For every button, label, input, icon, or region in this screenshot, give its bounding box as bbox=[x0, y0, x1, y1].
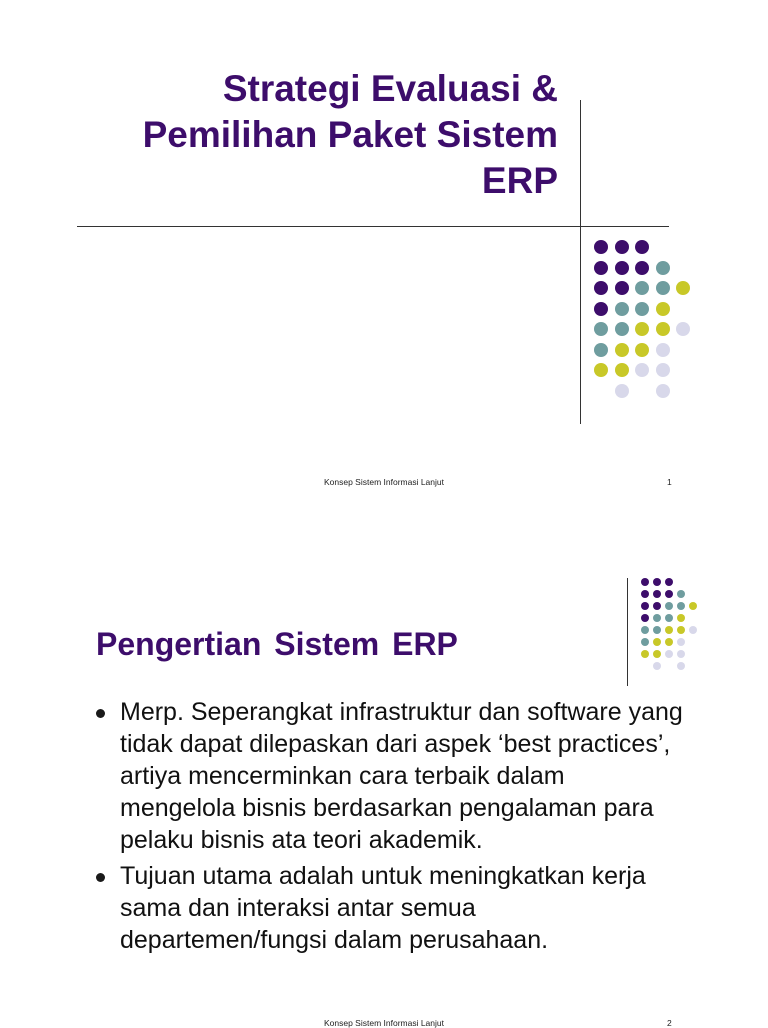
slide-1-page-number: 1 bbox=[667, 477, 672, 487]
slide-2-page-number: 2 bbox=[667, 1018, 672, 1028]
vertical-divider bbox=[580, 100, 581, 424]
vertical-divider bbox=[627, 578, 628, 686]
dot-decoration bbox=[653, 590, 661, 598]
dot-decoration bbox=[677, 626, 685, 634]
dot-decoration bbox=[665, 650, 673, 658]
dot-decoration bbox=[635, 363, 649, 377]
dot-decoration bbox=[689, 626, 697, 634]
bullet-text: Tujuan utama adalah untuk meningkatkan kerja sama dan interaksi antar semua departemen/fungsi dalam perusahaan. bbox=[120, 862, 646, 954]
dot-decoration bbox=[656, 261, 670, 275]
dot-decoration bbox=[635, 281, 649, 295]
dot-decoration bbox=[641, 638, 649, 646]
bullet-text: Merp. Seperangkat infrastruktur dan software yang tidak dapat dilepaskan dari aspek ‘best practices’, artiya mencerminkan cara terbaik dalam mengelola bisnis berdasarkan pengalaman para pelaku bisnis ata teori akademik. bbox=[120, 698, 683, 854]
dot-decoration bbox=[641, 602, 649, 610]
dot-decoration bbox=[656, 363, 670, 377]
dot-decoration bbox=[615, 281, 629, 295]
slide-2-footer: Konsep Sistem Informasi Lanjut bbox=[323, 1018, 444, 1028]
dot-decoration bbox=[656, 384, 670, 398]
dot-decoration bbox=[615, 384, 629, 398]
dot-decoration bbox=[677, 590, 685, 598]
slide-1 bbox=[0, 0, 768, 512]
dot-decoration bbox=[594, 322, 608, 336]
dot-decoration bbox=[653, 626, 661, 634]
slide-1-footer: Konsep Sistem Informasi Lanjut bbox=[323, 477, 444, 487]
dot-decoration bbox=[594, 281, 608, 295]
dot-decoration bbox=[615, 363, 629, 377]
dot-decoration bbox=[635, 261, 649, 275]
dot-decoration bbox=[676, 322, 690, 336]
dot-decoration bbox=[656, 281, 670, 295]
dot-decoration bbox=[665, 626, 673, 634]
dot-decoration bbox=[665, 602, 673, 610]
dot-decoration bbox=[656, 343, 670, 357]
dot-decoration bbox=[594, 240, 608, 254]
dot-decoration bbox=[653, 602, 661, 610]
dot-decoration bbox=[615, 240, 629, 254]
dot-decoration bbox=[677, 662, 685, 670]
dot-decoration bbox=[656, 302, 670, 316]
dot-decoration bbox=[594, 343, 608, 357]
dot-decoration bbox=[653, 638, 661, 646]
dot-decoration bbox=[653, 578, 661, 586]
dot-decoration bbox=[615, 261, 629, 275]
bullet-icon bbox=[96, 709, 105, 718]
bullet-icon bbox=[96, 873, 105, 882]
dot-decoration bbox=[635, 322, 649, 336]
dot-decoration bbox=[635, 240, 649, 254]
dot-decoration bbox=[676, 281, 690, 295]
slide-2 bbox=[0, 512, 768, 1028]
dot-decoration bbox=[641, 650, 649, 658]
dot-decoration bbox=[653, 614, 661, 622]
dot-decoration bbox=[677, 638, 685, 646]
dot-decoration bbox=[653, 662, 661, 670]
dot-decoration bbox=[635, 343, 649, 357]
dot-decoration bbox=[689, 602, 697, 610]
bullet-item bbox=[96, 696, 686, 856]
dot-decoration bbox=[677, 650, 685, 658]
bullet-list bbox=[96, 696, 686, 960]
dot-decoration bbox=[641, 626, 649, 634]
dot-decoration bbox=[594, 261, 608, 275]
dot-decoration bbox=[641, 578, 649, 586]
dot-decoration bbox=[677, 602, 685, 610]
dot-decoration bbox=[641, 590, 649, 598]
bullet-item bbox=[96, 860, 686, 956]
title-line-2: Pemilihan Paket Sistem bbox=[142, 114, 558, 155]
dot-decoration bbox=[594, 363, 608, 377]
slide-2-title: Pengertian Sistem ERP bbox=[96, 626, 458, 662]
dot-decoration bbox=[665, 614, 673, 622]
dot-decoration bbox=[594, 302, 608, 316]
dot-decoration bbox=[677, 614, 685, 622]
dot-decoration bbox=[665, 638, 673, 646]
dot-decoration bbox=[656, 322, 670, 336]
dot-decoration bbox=[635, 302, 649, 316]
dot-decoration bbox=[665, 590, 673, 598]
title-line-1: Strategi Evaluasi & bbox=[222, 68, 558, 109]
slide-1-title bbox=[38, 66, 558, 204]
dot-decoration bbox=[641, 614, 649, 622]
title-line-3: ERP bbox=[481, 160, 558, 201]
dot-decoration bbox=[615, 302, 629, 316]
horizontal-divider bbox=[77, 226, 669, 227]
dot-decoration bbox=[615, 343, 629, 357]
dot-decoration bbox=[665, 578, 673, 586]
dot-decoration bbox=[653, 650, 661, 658]
dot-decoration bbox=[615, 322, 629, 336]
